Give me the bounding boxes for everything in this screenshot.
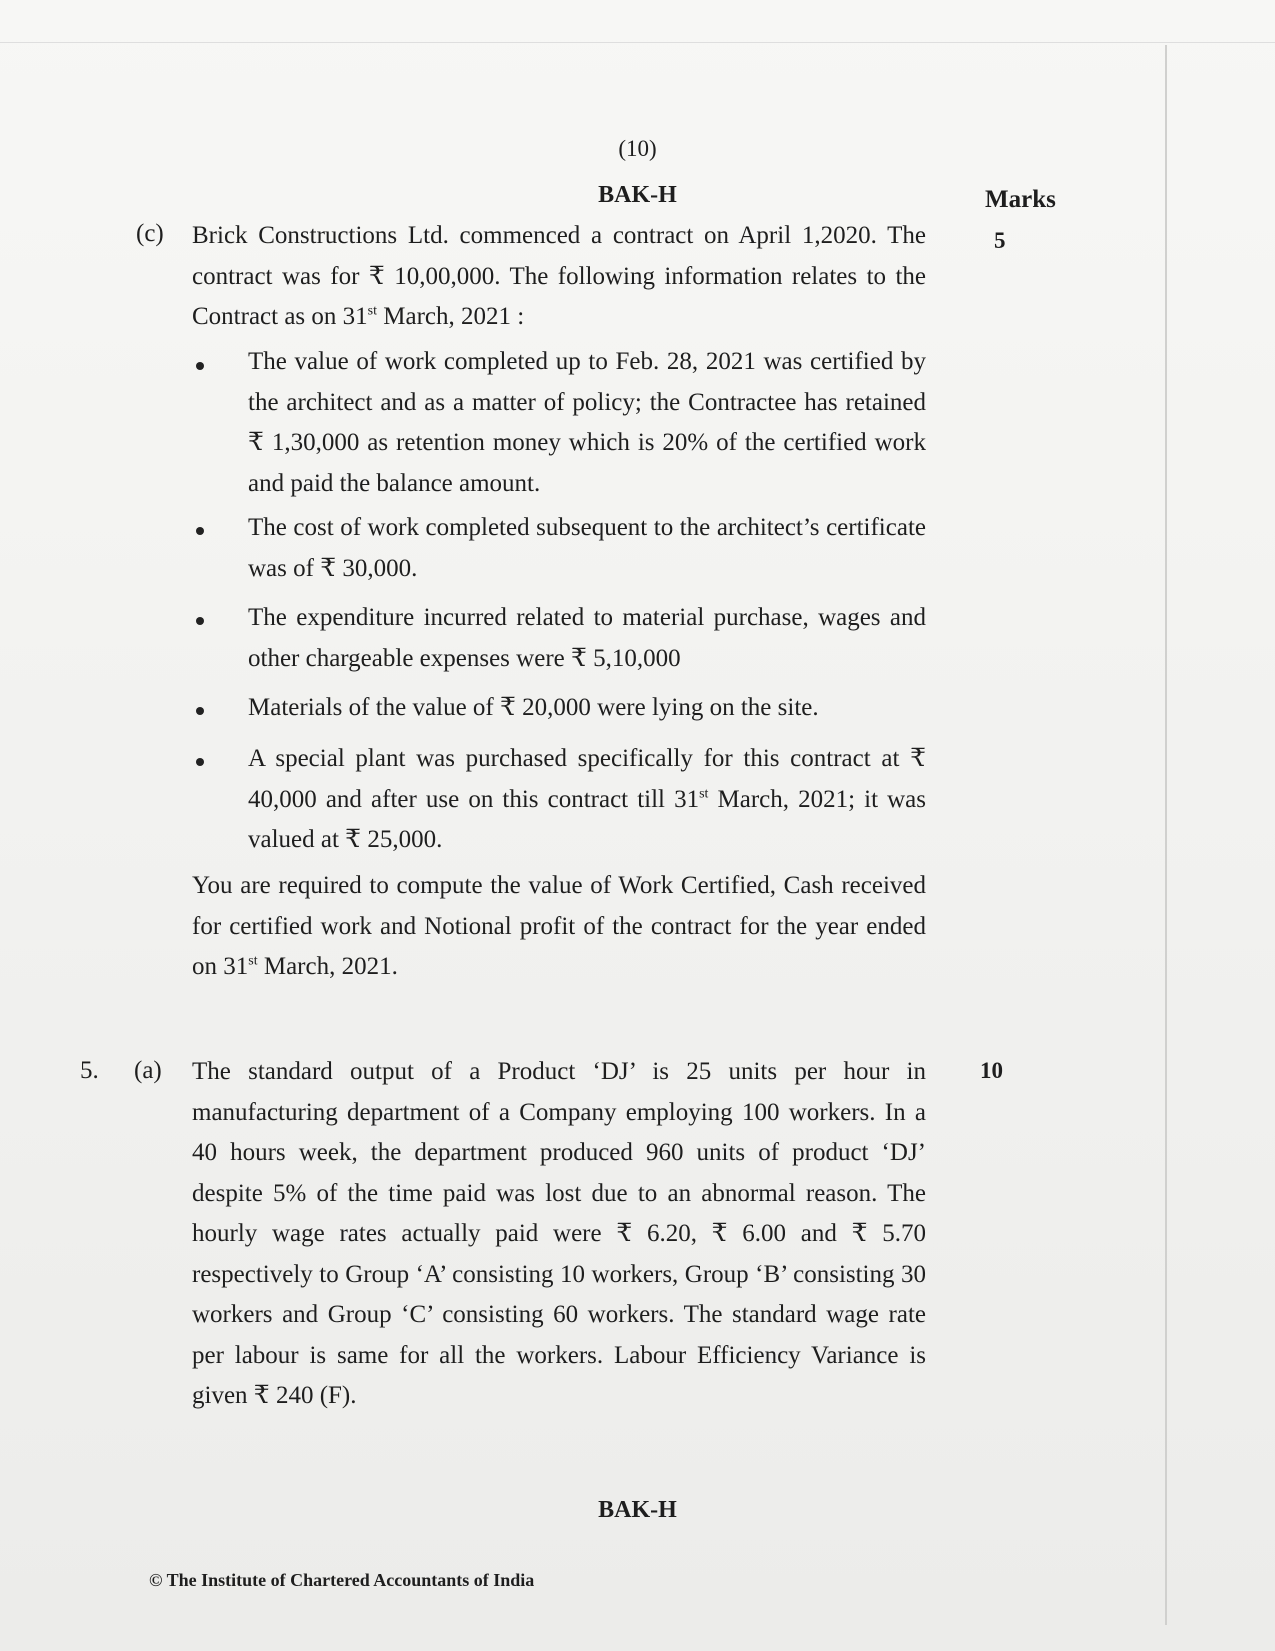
bullet-5-text: A special plant was purchased specifically for this contract at ₹ 40,000 and after use on this contract till 31 [248, 745, 926, 813]
bullet-item [248, 739, 926, 861]
question-c-intro [192, 216, 926, 338]
bullet-icon [196, 707, 204, 715]
bullet-item: The expenditure incurred related to material purchase, wages and other chargeable expenses were ₹ 5,10,000 [248, 604, 926, 672]
bullet-item: The cost of work completed subsequent to the architect’s certificate was of ₹ 30,000. [248, 514, 926, 582]
page-number: (10) [618, 136, 657, 161]
scan-edge-right [1165, 45, 1167, 1625]
question-5a-text: The standard output of a Product ‘DJ’ is 25 units per hour in manufacturing department of a Company employing 100 workers. In a 40 hours week, the department produced 960 units of product ‘DJ’ despite 5% of the time paid was lost due to an abnormal reason. The hourly wage rates actually paid were ₹ 6.20, ₹ 6.00 and ₹ 5.70 respectively to Group ‘A’ consisting 10 workers, Group ‘B’ consisting 30 workers and Group ‘C’ consisting 60 workers. The standard wage rate per labour is same for all the workers. Labour Efficiency Variance is given ₹ 240 (F). [192, 1058, 926, 1409]
question-c-label: (c) [136, 220, 164, 247]
question-c-marks: 5 [994, 228, 1006, 253]
question-5a-label: (a) [134, 1057, 162, 1084]
footer-code: BAK-H [598, 1497, 677, 1523]
footer-copyright: © The Institute of Chartered Accountants of India [149, 1570, 535, 1590]
scan-edge-top [0, 42, 1275, 43]
question-c-intro-sup: st [367, 303, 378, 319]
bullet-5-sup: st [699, 786, 709, 802]
requirement-text-end: March, 2021. [257, 953, 398, 980]
bullet-icon [196, 527, 204, 535]
question-c-intro-text: Brick Constructions Ltd. commenced a contract on April 1,2020. The contract was for ₹ 10,00,000. The following information relates to the Contract as on 31 [192, 222, 926, 330]
requirement-text: You are required to compute the value of Work Certified, Cash received for certified work and Notional profit of the contract for the year ended on 31 [192, 872, 926, 980]
question-5-number: 5. [80, 1057, 99, 1084]
bullet-item: Materials of the value of ₹ 20,000 were lying on the site. [248, 694, 819, 721]
question-c-requirement [192, 866, 926, 988]
header-code: BAK-H [598, 182, 677, 208]
bullet-item: The value of work completed up to Feb. 28, 2021 was certified by the architect and as a matter of policy; the Contractee has retained ₹ 1,30,000 as retention money which is 20% of the certified work and paid the balance amount. [248, 348, 926, 497]
marks-heading: Marks [985, 186, 1056, 213]
question-c-intro-text-end: March, 2021 : [377, 303, 525, 330]
bullet-5-text-end: March, 2021; it was valued at ₹ 25,000. [248, 785, 926, 853]
bullet-icon [196, 617, 204, 625]
bullet-icon [196, 362, 204, 370]
requirement-sup: st [248, 953, 258, 969]
question-5a-marks: 10 [980, 1058, 1003, 1083]
bullet-icon [196, 758, 204, 766]
